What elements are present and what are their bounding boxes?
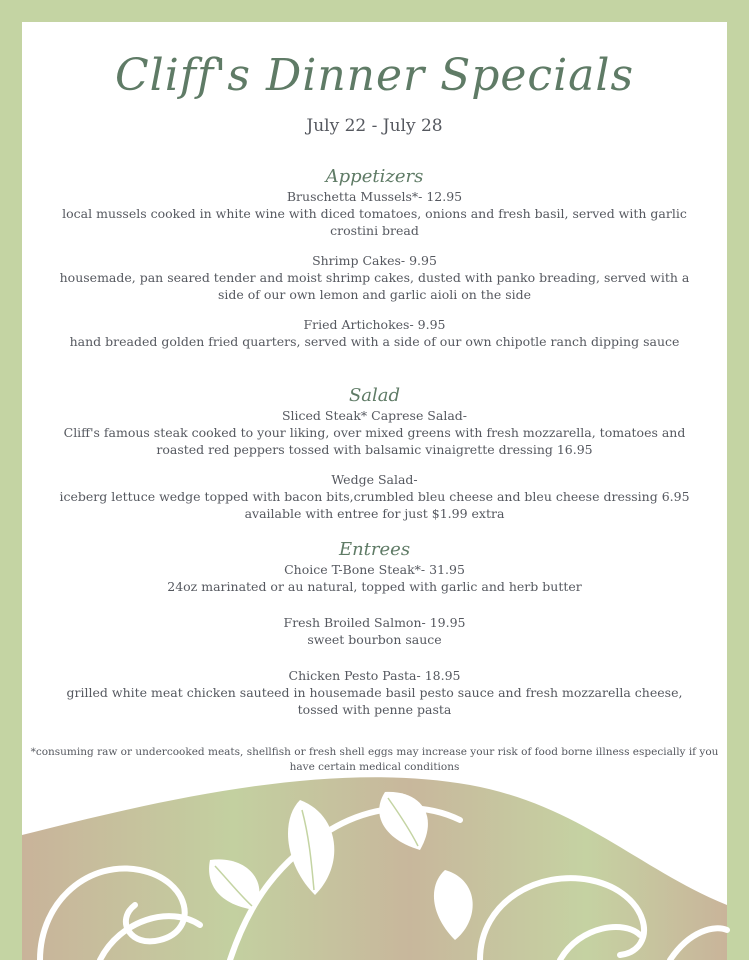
section-heading: Appetizers xyxy=(325,166,424,187)
food-safety-disclaimer: *consuming raw or undercooked meats, shellfish or fresh shell eggs may increase your risk of food borne illness especially if you have certain medical conditions xyxy=(30,746,719,773)
section-heading: Salad xyxy=(348,385,401,406)
section-salad xyxy=(22,385,727,522)
menu-item xyxy=(22,614,727,648)
item-name: Bruschetta Mussels*- 12.95 xyxy=(286,189,463,204)
item-name: Wedge Salad- xyxy=(331,472,418,487)
menu-item xyxy=(22,188,727,239)
section-entrees xyxy=(22,539,727,718)
item-description: housemade, pan seared tender and moist shrimp cakes, dusted with panko breading, served with a side of our own lemon and garlic aioli on the side xyxy=(59,270,690,302)
section-heading: Entrees xyxy=(338,539,411,560)
item-name: Choice T-Bone Steak*- 31.95 xyxy=(284,562,465,577)
item-description: local mussels cooked in white wine with diced tomatoes, onions and fresh basil, served with garlic crostini bread xyxy=(62,206,687,238)
item-name: Shrimp Cakes- 9.95 xyxy=(312,253,437,268)
menu-item xyxy=(22,407,727,458)
item-description: grilled white meat chicken sauteed in housemade basil pesto sauce and fresh mozzarella cheese, tossed with penne pasta xyxy=(66,685,683,717)
menu-item xyxy=(22,561,727,595)
item-description: iceberg lettuce wedge topped with bacon bits,crumbled bleu cheese and bleu cheese dressing 6.95 available with entree for just $1.99 extra xyxy=(59,489,690,521)
menu-item xyxy=(22,252,727,303)
item-description: 24oz marinated or au natural, topped with garlic and herb butter xyxy=(167,579,582,594)
menu-title: Cliff's Dinner Specials xyxy=(114,50,635,101)
menu-item xyxy=(22,667,727,718)
section-appetizers xyxy=(22,166,727,350)
item-name: Fresh Broiled Salmon- 19.95 xyxy=(283,615,466,630)
item-description: sweet bourbon sauce xyxy=(307,632,442,647)
item-name: Chicken Pesto Pasta- 18.95 xyxy=(288,668,461,683)
menu-item xyxy=(22,471,727,522)
item-description: hand breaded golden fried quarters, served with a side of our own chipotle ranch dipping sauce xyxy=(69,334,680,349)
menu-item xyxy=(22,316,727,350)
item-description: Cliff's famous steak cooked to your liking, over mixed greens with fresh mozzarella, tomatoes and roasted red peppers tossed with balsamic vinaigrette dressing 16.95 xyxy=(63,425,686,457)
item-name: Fried Artichokes- 9.95 xyxy=(303,317,446,332)
date-range: July 22 - July 28 xyxy=(306,116,443,136)
item-name: Sliced Steak* Caprese Salad- xyxy=(281,408,468,423)
